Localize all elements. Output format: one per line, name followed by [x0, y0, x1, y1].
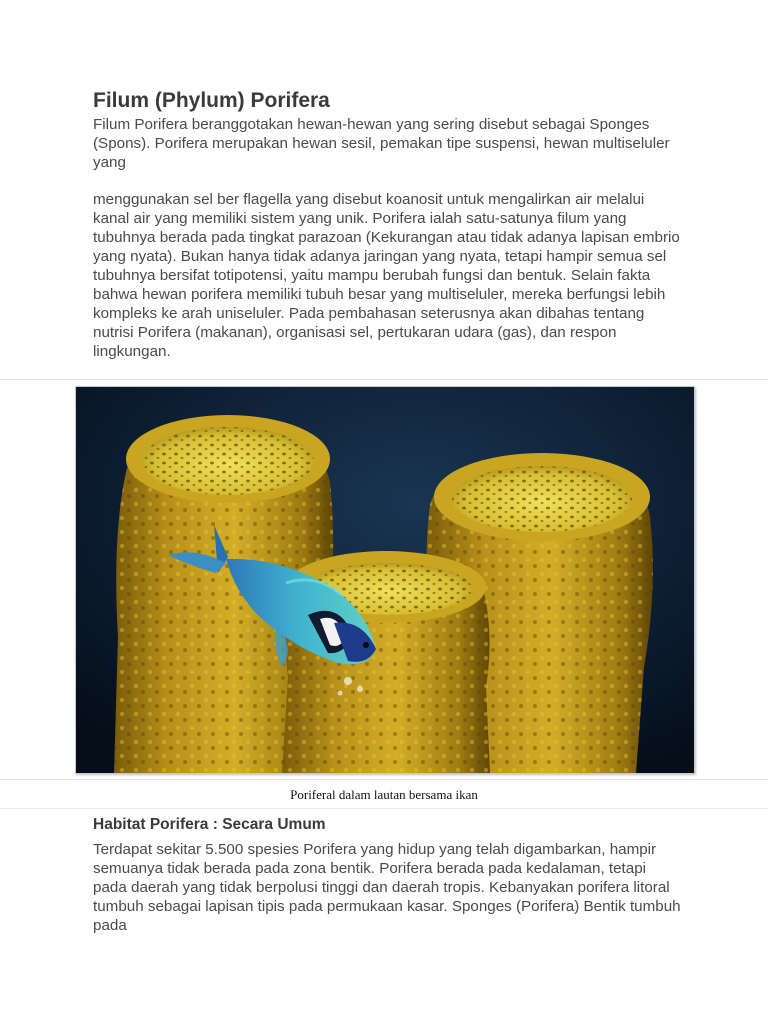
sponge-photo [75, 386, 695, 774]
divider [0, 779, 768, 780]
section-heading: Habitat Porifera : Secara Umum [93, 816, 326, 833]
sponge-photo-illustration [76, 387, 694, 773]
figure-caption: Poriferal dalam lautan bersama ikan [290, 787, 478, 802]
intro-paragraph: Filum Porifera beranggotakan hewan-hewan yang sering disebut sebagai Sponges (Spons). Porifera merupakan hewan sesil, pemakan tipe suspensi, hewan multiseluler yang [93, 116, 670, 171]
description-paragraph: menggunakan sel ber flagella yang disebut koanosit untuk mengalirkan air melalui kanal air yang memiliki sistem yang unik. Porifera ialah satu-satunya filum yang tubuhnya berada pada tingkat parazoan (Kekurangan atau tidak adanya lapisan embrio yang nyata). Bukan hanya tidak adanya jaringan yang nyata, tetapi hampir semua sel tubuhnya bersifat totipotensi, yaitu mampu berubah fungsi dan bentuk. Selain fakta bahwa hewan porifera memiliki tubuh besar yang multiseluler, mereka berfungsi lebih kompleks ke arah uniseluler. Pada pembahasan seterusnya akan dibahas tentang nutrisi Porifera (makanan), organisasi sel, pertukaran udara (gas), dan respon lingkungan. [93, 191, 680, 360]
divider [0, 808, 768, 809]
habitat-paragraph: Terdapat sekitar 5.500 spesies Porifera yang hidup yang telah digambarkan, hampir semuanya tidak berada pada zona bentik. Porifera berada pada kedalaman, tetapi pada daerah yang tidak berpolusi tinggi dan daerah tropis. Kebanyakan porifera litoral tumbuh sebagai lapisan tipis pada permukaan kasar. Sponges (Porifera) Bentik tumbuh pada [93, 841, 681, 934]
divider [0, 379, 768, 380]
page-title: Filum (Phylum) Porifera [93, 89, 330, 112]
